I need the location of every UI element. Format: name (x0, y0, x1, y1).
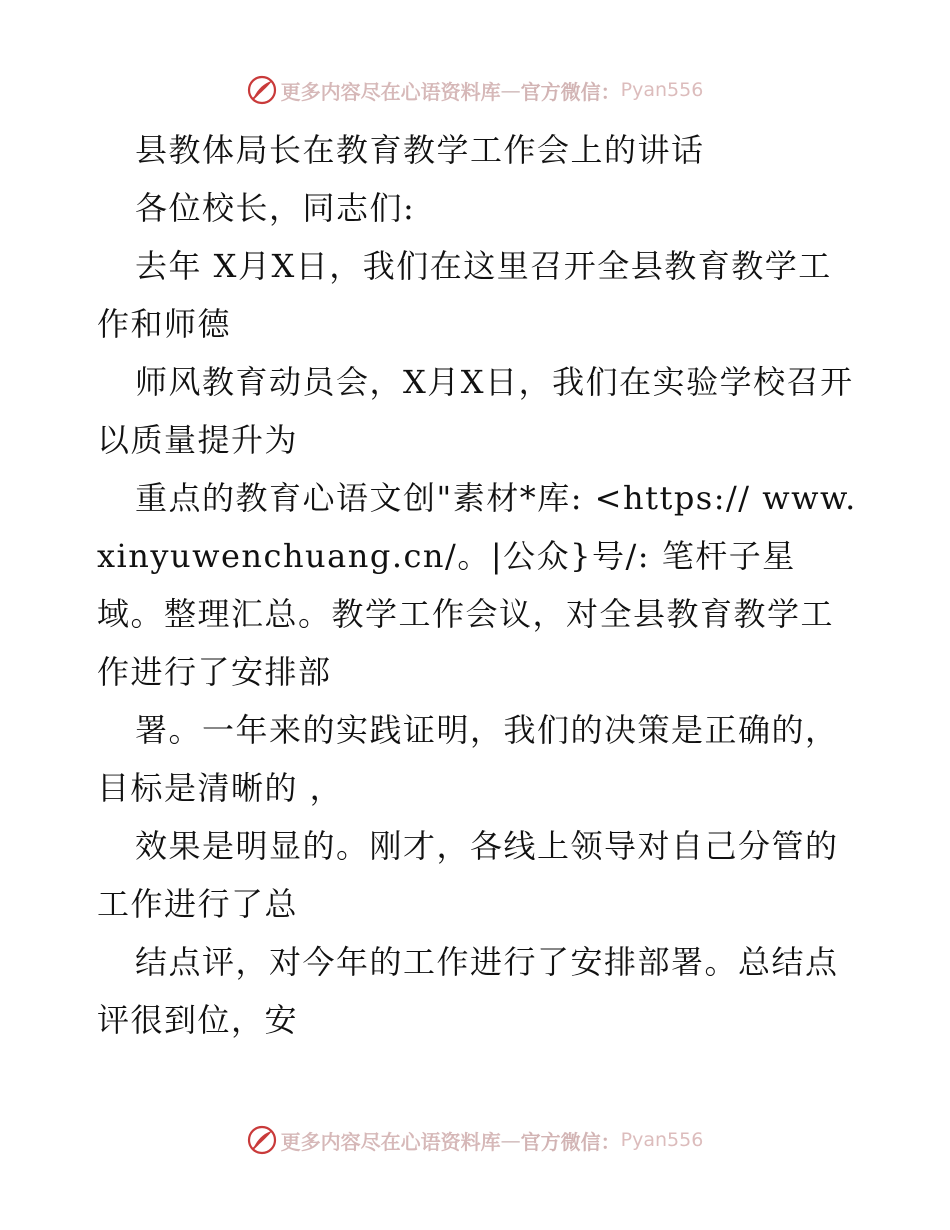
quill-logo-icon (247, 75, 277, 105)
banner-separator: — (500, 78, 521, 102)
salutation: 各位校长，同志们: (135, 189, 416, 227)
banner-wechat-id: Pyan556 (620, 1129, 704, 1151)
banner-wechat-id: Pyan556 (620, 79, 704, 101)
document-body (97, 121, 857, 1049)
paragraph-6: 结点评，对今年的工作进行了安排部署。总结点评很到位，安 (97, 943, 839, 1039)
banner-separator: — (500, 1128, 521, 1152)
paragraph-1: 去年 X月X日，我们在这里召开全县教育教学工作和师德 (97, 247, 832, 343)
banner-slogan: 更多内容尽在心语资料库 (280, 1129, 501, 1154)
banner-wechat-label: 官方微信： (520, 1129, 621, 1154)
paragraph-3: 重点的教育心语文创"素材*库: <https:// www.xinyuwenchuang.cn/。|公众}号/: 笔杆子星域。整理汇总。教学工作会议，对全县教育教学工作进行了安排部 (97, 479, 857, 691)
banner-wechat-label: 官方微信： (520, 79, 621, 104)
document-title: 县教体局长在教育教学工作会上的讲话 (135, 131, 705, 169)
quill-logo-icon (247, 1125, 277, 1155)
paragraph-4: 署。一年来的实践证明，我们的决策是正确的，目标是清晰的 ， (97, 711, 839, 807)
footer-banner (0, 1120, 950, 1160)
paragraph-2: 师风教育动员会，X月X日，我们在实验学校召开以质量提升为 (97, 363, 854, 459)
banner-slogan: 更多内容尽在心语资料库 (280, 79, 501, 104)
paragraph-5: 效果是明显的。刚才，各线上领导对自己分管的工作进行了总 (97, 827, 839, 923)
header-banner (0, 70, 950, 110)
